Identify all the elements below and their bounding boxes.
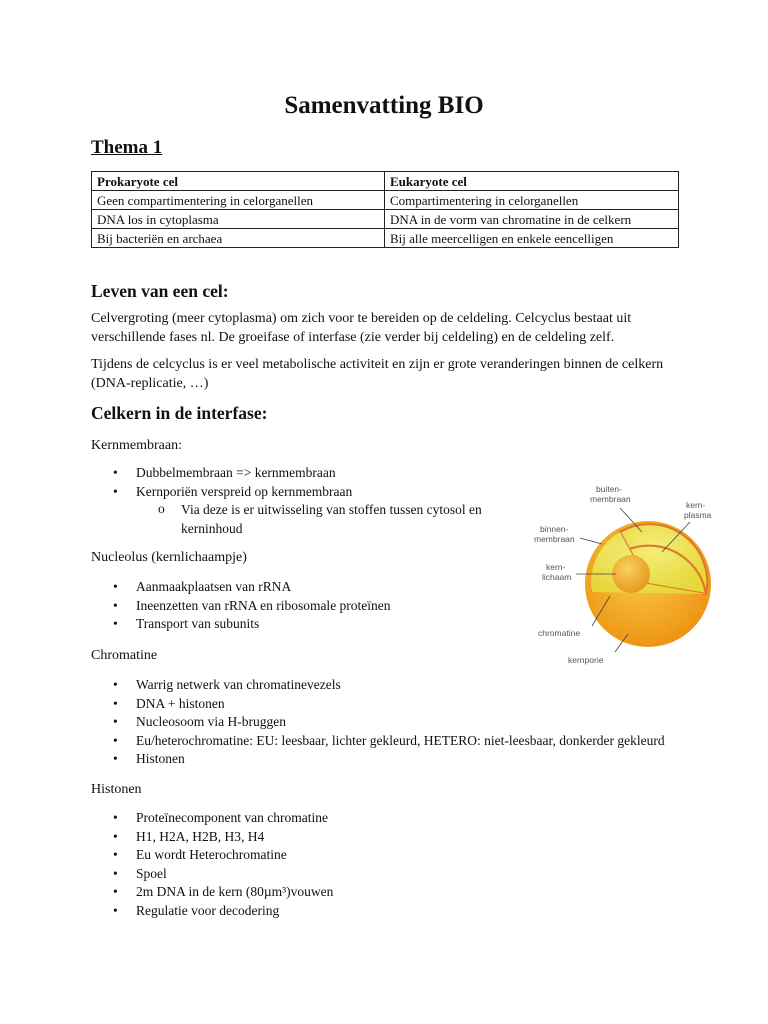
- list-item: • Dubbelmembraan => kernmembraan: [91, 464, 501, 483]
- comparison-table: [91, 171, 679, 248]
- leven-paragraph-2: Tijdens de celcyclus is er veel metabolische activiteit en zijn er grote veranderingen binnen de celkern (DNA-replicatie, …): [91, 357, 664, 391]
- list-item: • Nucleosoom via H-bruggen: [91, 713, 665, 732]
- label-kernplasma-2: plasma: [684, 510, 712, 520]
- list-item: • Aanmaakplaatsen van rRNA: [91, 578, 391, 597]
- label-binnenmembraan-2: membraan: [534, 534, 575, 544]
- table-row: [92, 229, 679, 248]
- celkern-illustration: [520, 476, 730, 676]
- label-buitenmembraan-1: buiten-: [596, 484, 622, 494]
- table-row: [92, 191, 679, 210]
- celkern-heading: Celkern in de interfase:: [91, 403, 268, 423]
- histonen-list: [91, 809, 333, 921]
- list-item: • Regulatie voor decodering: [91, 902, 333, 921]
- list-item: • Ineenzetten van rRNA en ribosomale proteïnen: [91, 597, 391, 616]
- leven-paragraph-1: Celvergroting (meer cytoplasma) om zich voor te bereiden op de celdeling. Celcyclus bestaat uit verschillende fases nl. De groeifase of interfase (zie verder bij celdeling) en de celdeling zelf.: [91, 311, 632, 345]
- label-kernlichaam-1: kern-: [546, 562, 566, 572]
- table-header-row: [92, 172, 679, 191]
- table-cell: DNA los in cytoplasma: [92, 210, 385, 229]
- table-cell: Geen compartimentering in celorganellen: [92, 191, 385, 210]
- kernmembraan-label: Kernmembraan:: [91, 438, 182, 453]
- label-binnenmembraan-1: binnen-: [540, 524, 569, 534]
- label-kernplasma-1: kern-: [686, 500, 706, 510]
- chromatine-label: Chromatine: [91, 648, 158, 663]
- label-kernlichaam-2: lichaam: [542, 572, 572, 582]
- chromatine-list: [91, 676, 665, 769]
- list-item: • Eu/heterochromatine: EU: leesbaar, lichter gekleurd, HETERO: niet-leesbaar, donkerder gekleurd: [91, 732, 665, 751]
- list-item: • Kernporiën verspreid op kernmembraan o Via deze is er uitwisseling van stoffen tussen cytosol en kerninhoud: [91, 483, 501, 539]
- nucleolus-list: [91, 578, 391, 634]
- list-item: • Warrig netwerk van chromatinevezels: [91, 676, 665, 695]
- table-row: [92, 210, 679, 229]
- list-item: • DNA + histonen: [91, 695, 665, 714]
- list-item: • Spoel: [91, 865, 333, 884]
- nucleolus-sphere: [612, 555, 650, 593]
- table-cell: DNA in de vorm van chromatine in de celkern: [385, 210, 679, 229]
- kernmembraan-sublist: [136, 501, 501, 538]
- table-cell: Bij bacteriën en archaea: [92, 229, 385, 248]
- list-item: • Transport van subunits: [91, 615, 391, 634]
- list-item: • Proteïnecomponent van chromatine: [91, 809, 333, 828]
- nucleolus-label: Nucleolus (kernlichaampje): [91, 550, 247, 565]
- table-cell: Bij alle meercelligen en enkele eencelligen: [385, 229, 679, 248]
- table-cell: Compartimentering in celorganellen: [385, 191, 679, 210]
- thema-heading: Thema 1: [91, 137, 163, 158]
- list-item: • H1, H2A, H2B, H3, H4: [91, 828, 333, 847]
- histonen-label: Histonen: [91, 782, 142, 797]
- list-item: • Eu wordt Heterochromatine: [91, 846, 333, 865]
- list-item: • Histonen: [91, 750, 665, 769]
- table-header-eukaryote: Eukaryote cel: [385, 172, 679, 191]
- kernmembraan-list: [91, 464, 501, 538]
- list-item: o Via deze is er uitwisseling van stoffen tussen cytosol en kerninhoud: [136, 501, 501, 538]
- label-chromatine: chromatine: [538, 628, 581, 638]
- list-item: • 2m DNA in de kern (80µm³)vouwen: [91, 883, 333, 902]
- label-buitenmembraan-2: membraan: [590, 494, 631, 504]
- table-header-prokaryote: Prokaryote cel: [92, 172, 385, 191]
- label-kernporie: kernporie: [568, 655, 604, 665]
- document-title: Samenvatting BIO: [284, 92, 484, 119]
- leven-heading: Leven van een cel:: [91, 281, 229, 301]
